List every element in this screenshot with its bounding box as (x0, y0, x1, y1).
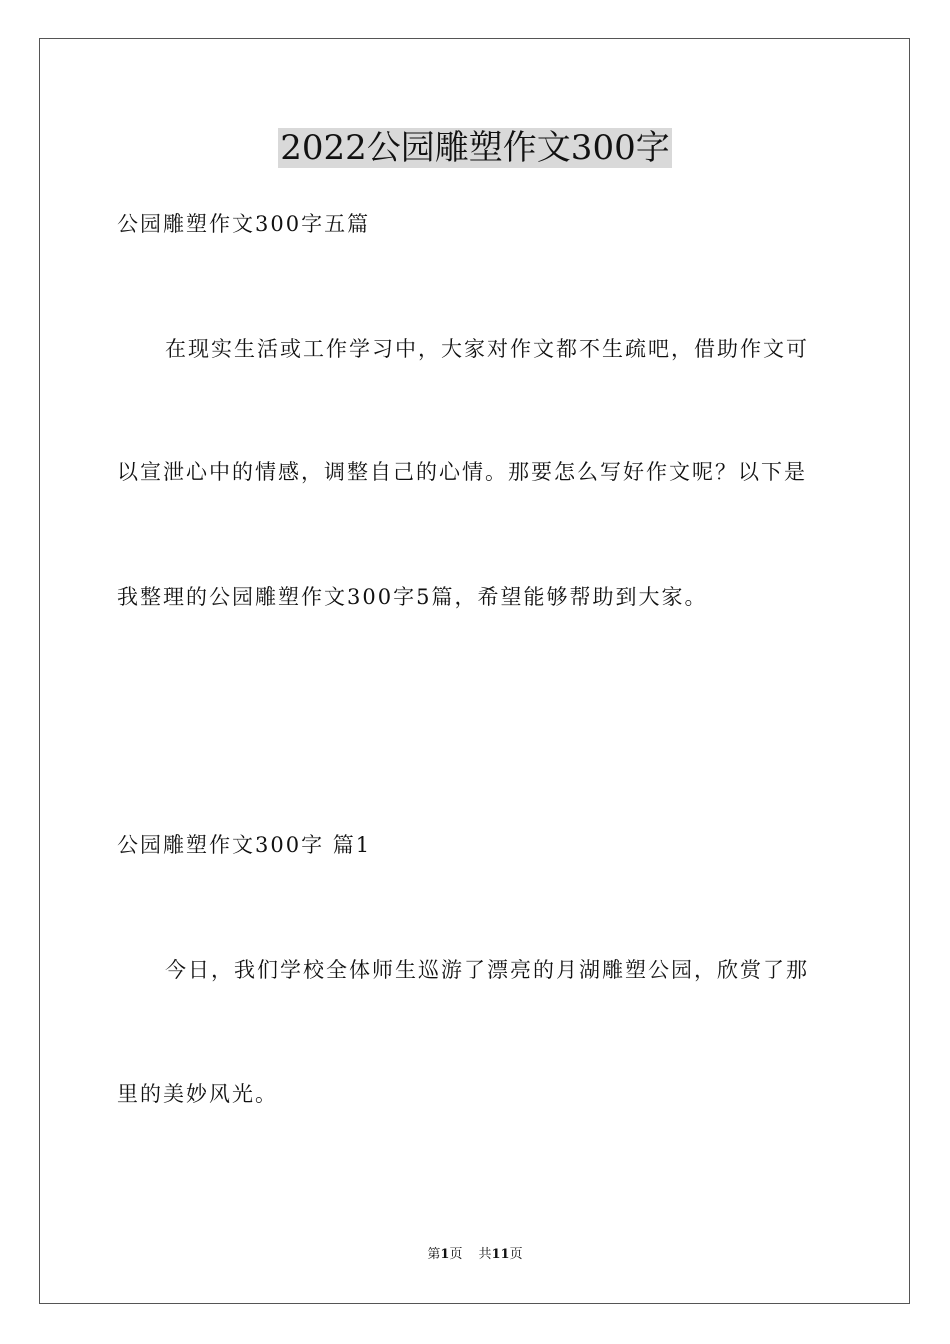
intro-line-3: 我整理的公园雕塑作文300字5篇，希望能够帮助到大家。 (117, 585, 708, 609)
page-footer (0, 1246, 950, 1264)
intro-line-2: 以宣泄心中的情感，调整自己的心情。那要怎么写好作文呢？以下是 (117, 460, 807, 484)
section-heading: 公园雕塑作文300字 篇1 (117, 833, 372, 857)
document-subtitle: 公园雕塑作文300字五篇 (117, 212, 371, 236)
section-line-2: 里的美妙风光。 (117, 1082, 278, 1106)
section-line-1: 今日，我们学校全体师生巡游了漂亮的月湖雕塑公园，欣赏了那 (165, 958, 809, 982)
intro-line-1: 在现实生活或工作学习中，大家对作文都不生疏吧，借助作文可 (165, 337, 809, 361)
document-title (0, 126, 950, 170)
document-title-text: 2022公园雕塑作文300字 (280, 128, 670, 168)
footer-page-current: 1 (440, 1247, 450, 1262)
footer-total-prefix: 共 (478, 1247, 492, 1262)
footer-total-suffix: 页 (509, 1247, 523, 1262)
footer-page-suffix: 页 (449, 1247, 463, 1262)
footer-page-total: 11 (491, 1247, 510, 1262)
footer-page-prefix: 第 (427, 1247, 441, 1262)
